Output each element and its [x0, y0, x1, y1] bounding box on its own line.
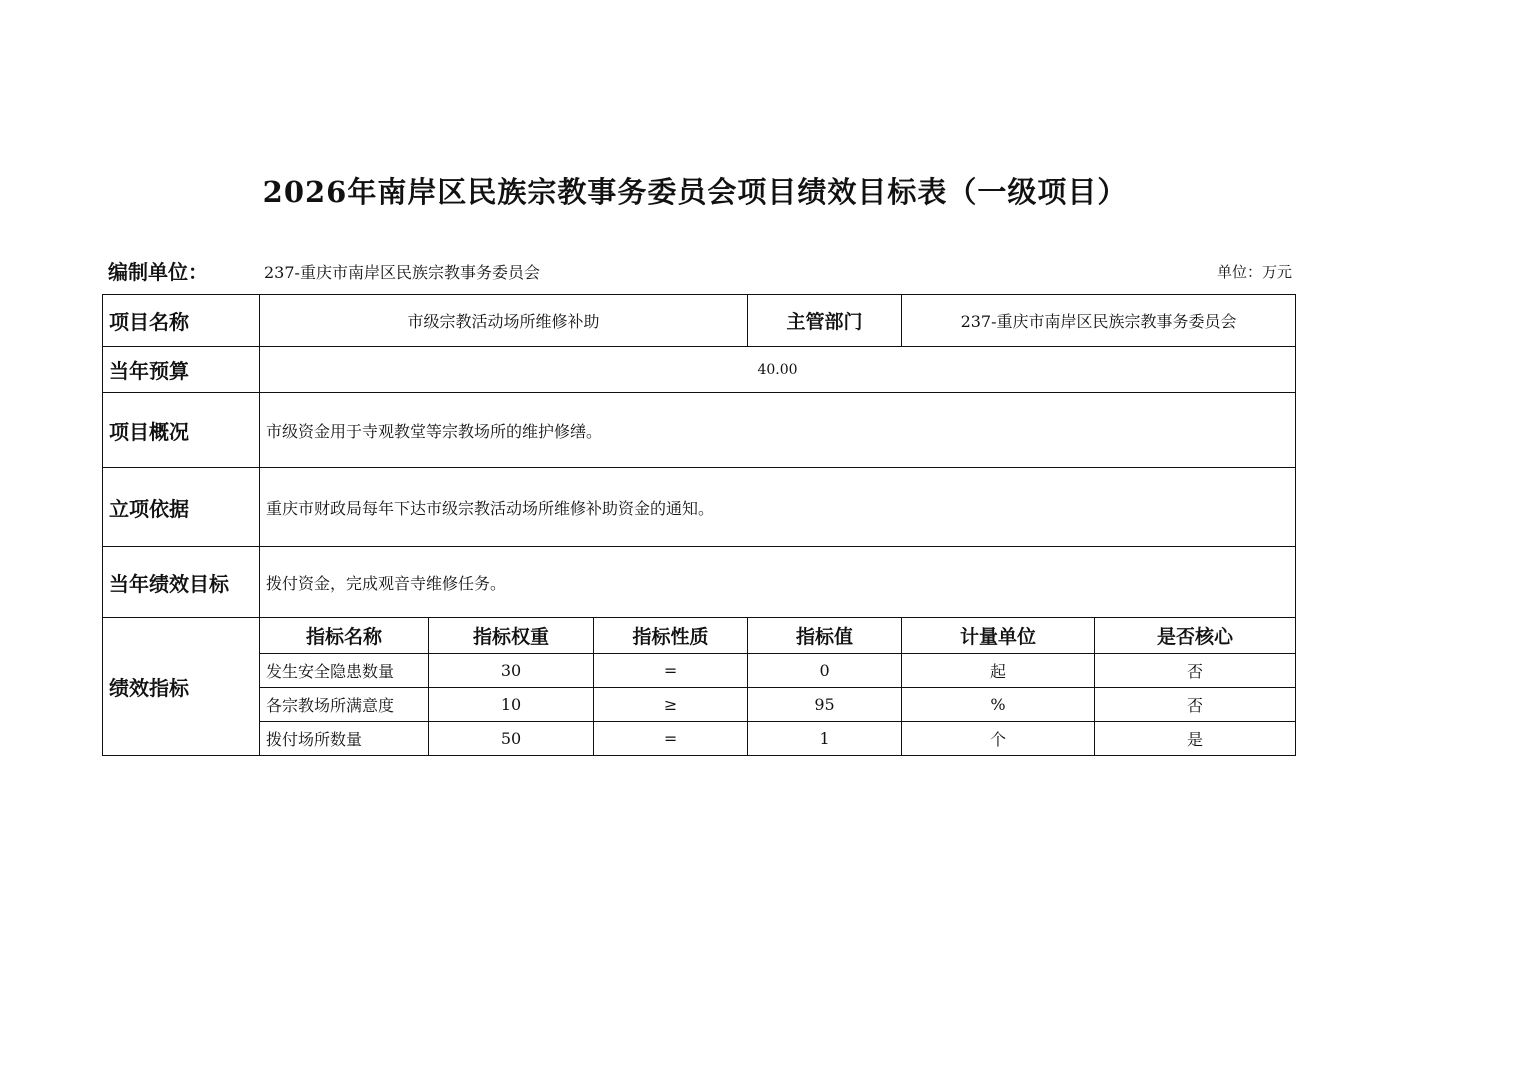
overview-value: 市级资金用于寺观教堂等宗教场所的维护修缮。	[260, 393, 1296, 468]
org-value: 237-重庆市南岸区民族宗教事务委员会	[264, 263, 540, 282]
header-indicator-weight: 指标权重	[429, 618, 594, 654]
indicator-name: 各宗教场所满意度	[260, 688, 429, 722]
indicator-weight: 30	[429, 654, 594, 688]
indicator-name: 拨付场所数量	[260, 722, 429, 756]
indicator-weight: 10	[429, 688, 594, 722]
indicator-value: 0	[748, 654, 902, 688]
project-name-value: 市级宗教活动场所维修补助	[260, 295, 748, 347]
indicator-name: 发生安全隐患数量	[260, 654, 429, 688]
overview-label: 项目概况	[103, 393, 260, 468]
header-indicator-value: 指标值	[748, 618, 902, 654]
unit-label: 单位：万元	[1216, 263, 1292, 281]
budget-label: 当年预算	[103, 347, 260, 393]
indicator-core: 是	[1095, 722, 1296, 756]
project-name-label: 项目名称	[103, 295, 260, 347]
indicator-core: 否	[1095, 654, 1296, 688]
project-name-row	[103, 295, 1296, 347]
goal-row	[103, 547, 1296, 618]
dept-value: 237-重庆市南岸区民族宗教事务委员会	[902, 295, 1296, 347]
indicators-section-label: 绩效指标	[103, 618, 260, 756]
overview-row	[103, 393, 1296, 468]
indicator-nature: =	[594, 654, 748, 688]
indicator-weight: 50	[429, 722, 594, 756]
indicator-nature: =	[594, 722, 748, 756]
goal-value: 拨付资金，完成观音寺维修任务。	[260, 547, 1296, 618]
header-measure-unit: 计量单位	[902, 618, 1095, 654]
dept-label: 主管部门	[748, 295, 902, 347]
goal-label: 当年绩效目标	[103, 547, 260, 618]
budget-row	[103, 347, 1296, 393]
indicator-core: 否	[1095, 688, 1296, 722]
table-row	[103, 722, 1296, 756]
table-row	[103, 654, 1296, 688]
indicator-value: 95	[748, 688, 902, 722]
basis-value: 重庆市财政局每年下达市级宗教活动场所维修补助资金的通知。	[260, 468, 1296, 547]
indicator-unit: 起	[902, 654, 1095, 688]
indicator-nature: ≥	[594, 688, 748, 722]
header-is-core: 是否核心	[1095, 618, 1296, 654]
table-row	[103, 688, 1296, 722]
org-label: 编制单位：	[108, 260, 208, 284]
budget-value: 40.00	[260, 347, 1296, 393]
indicator-value: 1	[748, 722, 902, 756]
performance-table	[102, 294, 1296, 756]
basis-label: 立项依据	[103, 468, 260, 547]
page-title: 2026年南岸区民族宗教事务委员会项目绩效目标表（一级项目）	[262, 175, 1128, 209]
header-indicator-name: 指标名称	[260, 618, 429, 654]
indicator-unit: 个	[902, 722, 1095, 756]
indicator-header-row	[103, 618, 1296, 654]
indicator-unit: %	[902, 688, 1095, 722]
basis-row	[103, 468, 1296, 547]
header-indicator-nature: 指标性质	[594, 618, 748, 654]
